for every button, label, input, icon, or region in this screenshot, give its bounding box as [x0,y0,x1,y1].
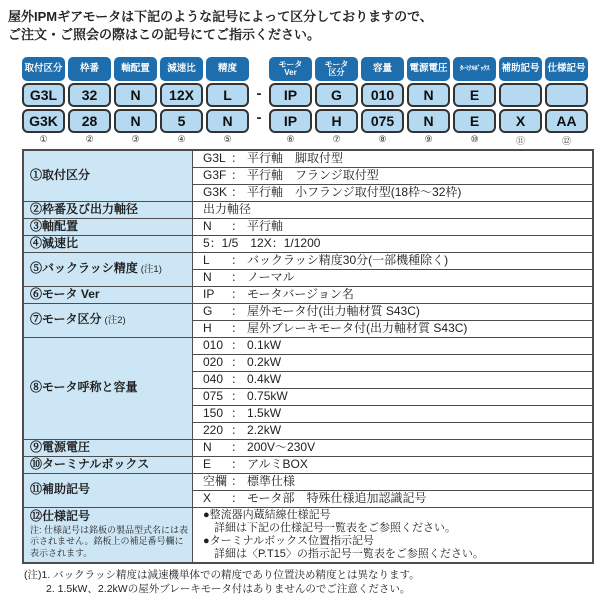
table-value-cell: G3F ： 平行軸 フランジ取付型 [193,167,594,184]
intro-text [8,8,433,44]
table-label-cell: ⑨電源電圧 [23,439,193,456]
code-column-header: 仕様記号 [545,57,588,81]
table-row [23,235,593,252]
code-value-box: G [315,83,358,107]
code-column-shaft [114,57,157,146]
spec-table [22,149,594,564]
table-value-cell: N ： 200V〜230V [193,439,594,456]
table-row [23,473,593,490]
description-text: 0.2kW [247,354,282,369]
column-number-label: ⑫ [561,136,571,146]
code-value-box: H [315,109,358,133]
column-number-label: ⑪ [515,136,525,146]
column-number-label: ③ [131,134,140,144]
code-column-header: 枠番 [68,57,111,81]
description-text: アルミBOX [247,456,308,471]
code-value-box: N [407,83,450,107]
code-value-box: 28 [68,109,111,133]
table-value-cell: G3L ： 平行軸 脚取付型 [193,150,594,167]
code-text: 220 [203,422,224,437]
table-value-cell [193,235,594,252]
table-row [23,439,593,456]
code-value-box: 12X [160,83,203,107]
table-value-cell: 空欄 ： 標準仕様 [193,473,594,490]
code-value-box: N [407,109,450,133]
code-value-box: E [453,83,496,107]
table-label-cell: ⑤バックラッシ精度 (注1) [23,252,193,286]
description-text: 0.4kW [247,371,282,386]
code-value-box: 32 [68,83,111,107]
description-text: 屋外ブレーキモータ付(出力軸材質 S43C) [247,320,468,335]
table-row [23,201,593,218]
code-value-box: G3K [22,109,65,133]
code-column-motor-class [315,57,358,146]
table-label-cell: ④減速比 [23,235,193,252]
table-value-cell: G ： 屋外モータ付(出力軸材質 S43C) [193,303,594,320]
code-separator-column [252,57,266,146]
description-text: モータ部 特殊仕様追加認識記号 [247,490,427,505]
table-row [23,252,593,269]
description-text: バックラッシ精度30分(一部機種除く) [247,252,449,267]
table-label-cell: ⑪補助記号 [23,473,193,507]
code-value-box: N [114,83,157,107]
code-value-box [499,83,542,107]
code-text: 010 [203,337,224,352]
code-column-header: 取付区分 [22,57,65,81]
column-number-label: ① [39,134,48,144]
code-value-box: X [499,109,542,133]
description-text: 出力軸径 [203,201,252,216]
code-text: L [203,252,210,267]
description-text: 0.75kW [247,388,288,403]
code-value-box [545,83,588,107]
code-column-header: 電源電圧 [407,57,450,81]
code-column-header: 減速比 [160,57,203,81]
code-text: E [203,456,212,471]
code-column-motor-ver [269,57,312,146]
table-value-cell: 220 ： 2.2kW [193,422,594,439]
code-value-box: E [453,109,496,133]
code-text: G [203,303,213,318]
code-text: 020 [203,354,224,369]
table-value-cell: 150 ： 1.5kW [193,405,594,422]
code-text: G3L [203,151,226,166]
footnotes [24,568,420,596]
code-column-header: 補助記号 [499,57,542,81]
code-text: 075 [203,388,224,403]
code-value-box: 075 [361,109,404,133]
table-value-cell: H ： 屋外ブレーキモータ付(出力軸材質 S43C) [193,320,594,337]
description-text: 平行軸 小フランジ取付型(18枠〜32枠) [247,184,462,199]
code-text: X [203,490,212,505]
code-column-header: 精度 [206,57,249,81]
code-text: G3K [203,184,228,199]
table-value-cell: IP ： モータバージョン名 [193,286,594,303]
footnote-line-2: 2. 1.5kW、2.2kWの屋外ブレーキモータ付はありませんのでご注意ください。 [46,583,411,595]
table-label-cell: ①取付区分 [23,150,193,201]
code-value-box: L [206,83,249,107]
table-row [23,150,593,167]
table-row [23,456,593,473]
code-text: N [203,269,212,284]
code-value-box: IP [269,109,312,133]
code-column-auxiliary [499,57,542,146]
intro-line-2: ご注文・ご照会の際はこの記号にてご指示ください。 [8,27,321,42]
code-column-frame [68,57,111,146]
code-text: 空欄 [203,473,228,488]
table-value-cell: 010 ： 0.1kW [193,337,594,354]
model-code-diagram [22,57,588,146]
description-text: 標準仕様 [247,473,296,488]
table-value-cell [193,201,594,218]
code-column-accuracy [206,57,249,146]
code-column-header: モータ 区分 [315,57,358,81]
code-text: IP [203,286,215,301]
table-row [23,337,593,354]
column-number-label: ⑩ [470,134,479,144]
code-column-header: ﾀｰﾐﾅﾙﾎﾞｯｸｽ [453,57,496,81]
description-text: 平行軸 フランジ取付型 [247,167,379,182]
description-text: 1.5kW [247,405,282,420]
column-number-label: ② [85,134,94,144]
table-value-cell [193,507,594,563]
description-text: 2.2kW [247,422,282,437]
table-row [23,303,593,320]
table-value-cell: L ： バックラッシ精度30分(一部機種除く) [193,252,594,269]
code-column-header: 容量 [361,57,404,81]
intro-line-1: 屋外IPMギアモータは下記のような記号によって区分しておりますので、 [8,9,433,24]
code-text: G3F [203,167,227,182]
label-note: 注: 仕様記号は銘板の製品型式名には表示されません。銘板上の補足番号欄に表示されます。 [30,524,189,559]
table-label-cell: ⑩ターミナルボックス [23,456,193,473]
code-text: N [203,439,212,454]
description-text: モータバージョン名 [247,286,354,301]
code-text: 150 [203,405,224,420]
table-value-cell: X ： モータ部 特殊仕様追加認識記号 [193,490,594,507]
table-row [23,286,593,303]
table-value-cell: G3K ： 平行軸 小フランジ取付型(18枠〜32枠) [193,184,594,201]
table-row [23,218,593,235]
column-number-label: ⑧ [378,134,387,144]
table-label-cell: ③軸配置 [23,218,193,235]
code-value-box: G3L [22,83,65,107]
table-label-cell: ⑦モータ区分 (注2) [23,303,193,337]
code-column-header: モータ Ver [269,57,312,81]
description-text: 平行軸 [247,218,284,233]
footnote-line-1: (注)1. バックラッシ精度は減速機単体での精度であり位置決め精度とは異なります。 [24,569,420,581]
column-number-label: ⑦ [332,134,341,144]
code-column-header: 軸配置 [114,57,157,81]
code-column-mounting [22,57,65,146]
column-number-label: ⑥ [286,134,295,144]
table-row [23,507,593,563]
table-value-cell: E ： アルミBOX [193,456,594,473]
code-value-box: 010 [361,83,404,107]
code-value-box: AA [545,109,588,133]
code-value-box: N [206,109,249,133]
separator-dash: - [256,108,262,126]
code-value-box: 5 [160,109,203,133]
bullet-line: ●整流器内蔵結線仕様記号 [203,508,331,521]
description-text: 0.1kW [247,337,282,352]
code-column-ratio [160,57,203,146]
label-note: (注1) [140,264,162,276]
code-column-terminal-box [453,57,496,146]
code-text: N [203,218,212,233]
table-value-cell: N ： 平行軸 [193,218,594,235]
code-value-box: N [114,109,157,133]
column-number-label: ⑤ [223,134,232,144]
code-column-voltage [407,57,450,146]
column-number-label: ④ [177,134,186,144]
description-text: 5：1/5 12X：1/1200 [203,235,321,250]
table-label-cell: ⑥モータ Ver [23,286,193,303]
table-label-cell: ⑫仕様記号 注: 仕様記号は銘板の製品型式名には表示されません。銘板上の補足番号欄に表示されます。 [23,507,193,563]
bullet-line: ●ターミナルボックス位置指示記号 [203,534,374,547]
code-text: H [203,320,212,335]
spec-table-wrapper [22,149,594,564]
code-column-capacity [361,57,404,146]
code-value-box: IP [269,83,312,107]
detail-line: 詳細は〈P.T15〉の指示記号一覧表をご参照ください。 [214,547,484,560]
column-number-label: ⑨ [424,134,433,144]
description-text: 平行軸 脚取付型 [247,151,344,166]
detail-line: 詳細は下記の仕様記号一覧表をご参照ください。 [214,521,456,534]
code-column-spec [545,57,588,146]
table-label-cell: ②枠番及び出力軸径 [23,201,193,218]
table-value-cell: 075 ： 0.75kW [193,388,594,405]
table-value-cell: 040 ： 0.4kW [193,371,594,388]
table-label-cell: ⑧モータ呼称と容量 [23,337,193,439]
table-value-cell: 020 ： 0.2kW [193,354,594,371]
description-text: 屋外モータ付(出力軸材質 S43C) [247,303,420,318]
code-text: 040 [203,371,224,386]
description-text: 200V〜230V [247,439,316,454]
table-value-cell: N ： ノーマル [193,269,594,286]
label-note: (注2) [104,315,126,327]
description-text: ノーマル [247,269,295,284]
separator-dash: - [256,84,262,102]
